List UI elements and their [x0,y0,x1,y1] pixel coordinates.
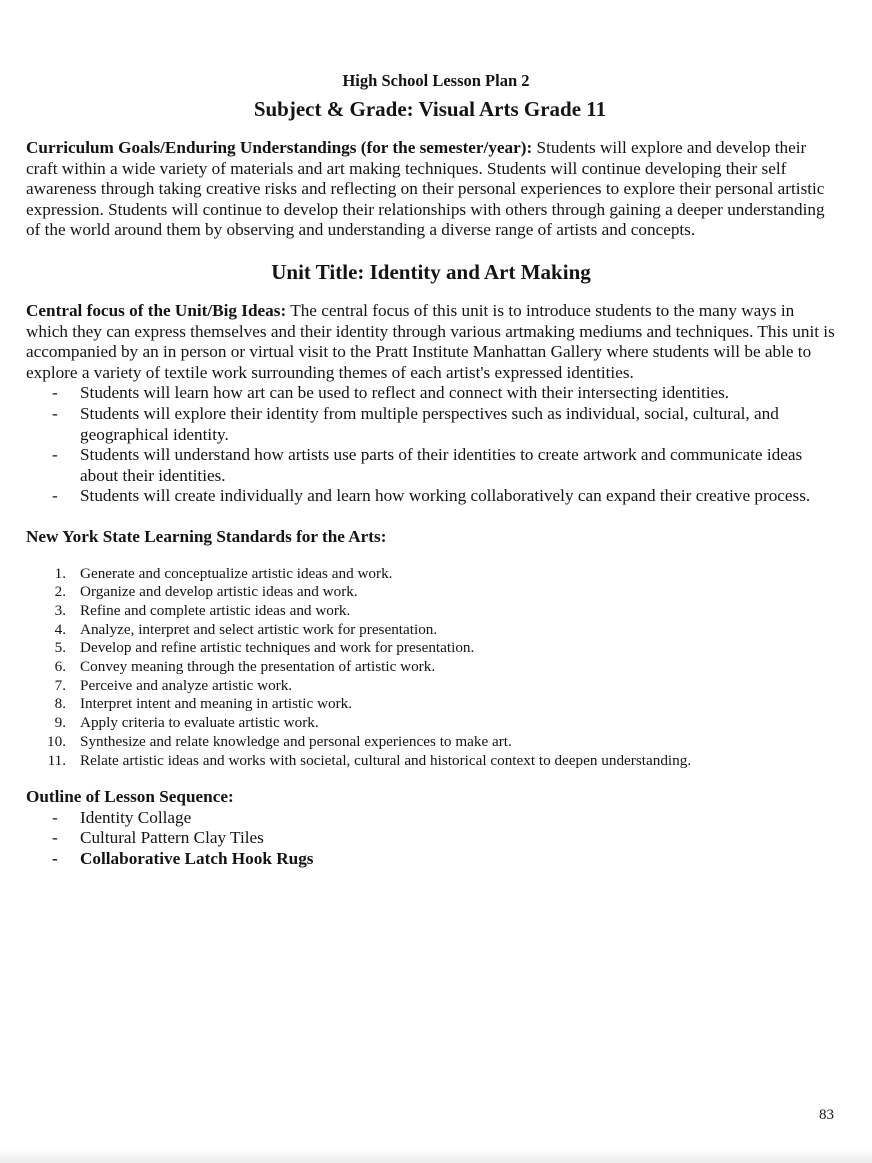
list-item: - Identity Collage [26,808,836,829]
list-text: Generate and conceptualize artistic ideas and work. [80,564,393,582]
list-number: 10. [47,732,66,750]
subject-grade-heading: Subject & Grade: Visual Arts Grade 11 [253,97,607,121]
central-focus-label: Central focus of the Unit/Big Ideas: [26,300,287,320]
list-text: Develop and refine artistic techniques and work for presentation. [80,639,475,657]
outline-heading: Outline of Lesson Sequence: [26,787,234,807]
central-focus-paragraph [26,301,836,383]
list-text: Analyze, interpret and select artistic work for presentation. [80,620,438,638]
list-text: Perceive and analyze artistic work. [80,676,293,694]
list-text: Refine and complete artistic ideas and work. [80,601,351,619]
outline-list [26,808,836,870]
list-item [26,565,836,584]
list-text: Convey meaning through the presentation of artistic work. [80,658,436,676]
list-item [26,639,836,658]
list-item [26,733,836,752]
list-item [26,677,836,696]
list-text: Relate artistic ideas and works with societal, cultural and historical context to deepen understanding. [80,751,692,769]
list-item: - Students will explore their identity from multiple perspectives such as individual, social, cultural, and geographical identity. [26,404,836,445]
unit-title: Unit Title: Identity and Art Making [271,259,591,284]
list-item: - Students will understand how artists use parts of their identities to create artwork and communicate ideas about their identities. [26,445,836,486]
list-number: 6. [54,658,66,676]
list-item: - Collaborative Latch Hook Rugs [26,849,836,870]
list-number: 9. [54,714,66,732]
list-number: 7. [54,676,66,694]
list-text: Synthesize and relate knowledge and personal experiences to make art. [80,732,512,750]
list-number: 5. [54,639,66,657]
central-focus-bullets [26,383,836,507]
list-text: Interpret intent and meaning in artistic work. [80,695,353,713]
document-body [26,138,836,870]
list-item: - Cultural Pattern Clay Tiles [26,828,836,849]
list-number: 11. [47,751,66,769]
list-item [26,752,836,771]
list-number: 3. [54,601,66,619]
lesson-plan-title: High School Lesson Plan 2 [342,71,530,90]
list-number: 8. [54,695,66,713]
list-item: - Students will learn how art can be used to reflect and connect with their intersecting identities. [26,383,836,404]
list-text: Apply criteria to evaluate artistic work. [80,714,319,732]
page-number: 83 [819,1107,834,1123]
list-item [26,695,836,714]
standards-heading: New York State Learning Standards for the Arts: [26,526,387,546]
list-item [26,658,836,677]
list-number: 2. [54,583,66,601]
list-item [26,621,836,640]
list-number: 1. [54,564,66,582]
curriculum-goals-label: Curriculum Goals/Enduring Understandings (for the semester/year): [26,138,533,157]
central-focus-text: The central focus of this unit is to introduce students to the many ways in which they can express themselves and their identity through various artmaking mediums and techniques. This unit is accompanied by an in person or virtual visit to the Pratt Institute Manhattan Gallery where students will be able to explore a variety of textile work surrounding themes of each artist's expressed identities. [26,300,835,382]
curriculum-goals-paragraph [26,138,836,241]
list-item [26,714,836,733]
standards-list [26,565,836,771]
list-text: Organize and develop artistic ideas and work. [80,583,358,601]
page-bottom-edge [0,1149,872,1163]
list-number: 4. [54,620,66,638]
curriculum-goals-text: Students will explore and develop their craft within a wide variety of materials and art making techniques. Students will continue developing their self awareness through taking creative risks and reflecting on their personal experiences to explore their personal artistic expression. Students will continue to develop their relationships with others through gaining a deeper understanding of the world around them by observing and understanding a diverse range of artists and concepts. [26,138,825,240]
list-item [26,602,836,621]
list-item [26,583,836,602]
list-item: - Students will create individually and learn how working collaboratively can expand their creative process. [26,486,836,507]
